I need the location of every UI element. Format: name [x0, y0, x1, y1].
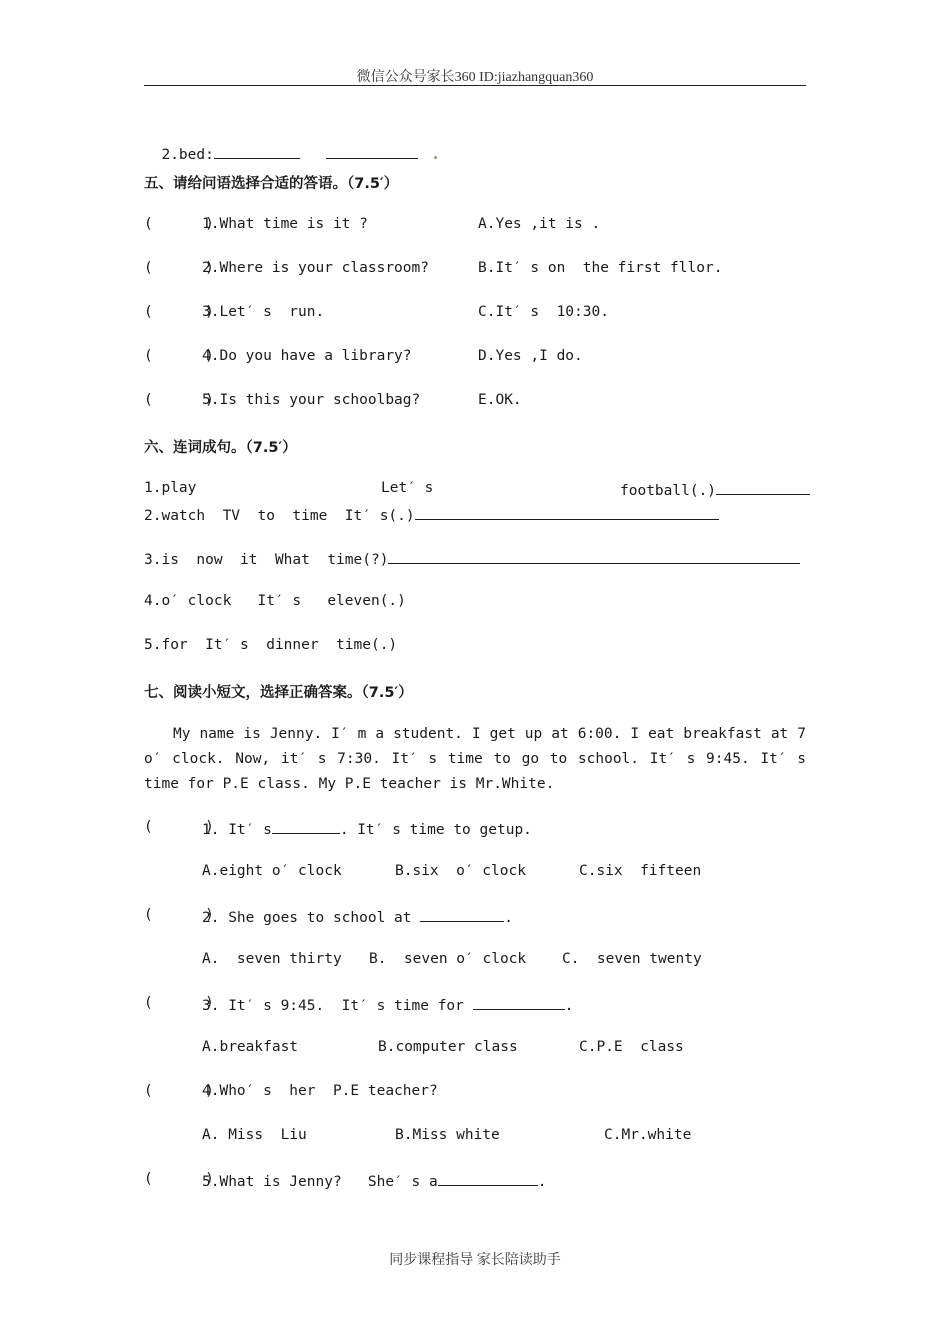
- s5-question-5: 5.Is this your schoolbag?: [202, 392, 421, 408]
- s6-item5: 5.for It′ s dinner time(.): [144, 637, 398, 653]
- s7-paren-5[interactable]: ( ): [144, 1171, 214, 1187]
- s6-item1-word2: Let′ s: [381, 480, 434, 496]
- s5-answer-e: E.OK.: [478, 392, 522, 408]
- s5-paren-5[interactable]: ( ): [144, 392, 214, 408]
- s7-q5-before: 5.What is Jenny? She′ s a: [202, 1174, 438, 1190]
- s7-question-1: [202, 819, 532, 838]
- s5-paren-3[interactable]: ( ): [144, 304, 214, 320]
- s5-paren-1[interactable]: ( ): [144, 216, 214, 232]
- s7-q3-option-a: A.breakfast: [202, 1039, 299, 1055]
- s7-q1-option-a: A.eight o′ clock: [202, 863, 342, 879]
- s7-q2-before: 2. She goes to school at: [202, 910, 421, 926]
- page-footer: 同步课程指导 家长陪读助手: [389, 1253, 561, 1268]
- header-rule: [144, 85, 806, 86]
- s6-item3-blank[interactable]: [388, 549, 800, 564]
- bed-label: 2.bed:: [161, 147, 214, 163]
- bed-blank-2[interactable]: [326, 144, 418, 159]
- s5-question-2: 2.Where is your classroom?: [202, 260, 429, 276]
- s5-question-3: 3.Let′ s run.: [202, 304, 325, 320]
- s6-item1-blank[interactable]: [716, 480, 810, 495]
- s7-q1-option-c: C.six fifteen: [579, 863, 702, 879]
- s7-q3-after: .: [564, 998, 574, 1014]
- page-header: 微信公众号家长360 ID:jiazhangquan360: [356, 70, 594, 85]
- s7-question-3: [202, 995, 573, 1014]
- s6-item2-blank[interactable]: [415, 505, 719, 520]
- s5-answer-b: B.It′ s on the first fllor.: [478, 260, 723, 276]
- s7-q4-option-a: A. Miss Liu: [202, 1127, 307, 1143]
- s7-paren-4[interactable]: ( ): [144, 1083, 214, 1099]
- s7-q1-after: . It′ s time to getup.: [339, 822, 532, 838]
- s6-item1-word3: [620, 480, 810, 499]
- s5-paren-4[interactable]: ( ): [144, 348, 214, 364]
- s7-paren-2[interactable]: ( ): [144, 907, 214, 923]
- s7-q1-before: 1. It′ s: [202, 822, 272, 838]
- stray-dot: [434, 156, 437, 159]
- s6-item1-word3-text: football(.): [620, 483, 717, 499]
- s7-question-5: [202, 1171, 546, 1190]
- s7-q2-blank[interactable]: [420, 907, 504, 922]
- section5-title: 五、请给问语选择合适的答语。（7.5′）: [144, 176, 399, 192]
- reading-passage: My name is Jenny. I′ m a student. I get up at 6:00. I eat breakfast at 7 o′ clock. Now, it′ s 7:30. It′ s time to go to school. It′ s 9:45. It′ s time for P.E class. My P.E teacher is Mr.White.: [144, 726, 806, 792]
- section7-title: 七、阅读小短文，选择正确答案。（7.5′）: [144, 685, 413, 701]
- s5-question-4: 4.Do you have a library?: [202, 348, 412, 364]
- s7-q3-option-b: B.computer class: [378, 1039, 518, 1055]
- s7-q2-option-b: B. seven o′ clock: [369, 951, 527, 967]
- s6-item3: [144, 549, 800, 568]
- section6-title: 六、连词成句。（7.5′）: [144, 440, 297, 456]
- s7-q5-after: .: [537, 1174, 547, 1190]
- s7-q1-blank[interactable]: [272, 819, 340, 834]
- s7-q2-option-a: A. seven thirty: [202, 951, 342, 967]
- s5-question-1: 1.What time is it ?: [202, 216, 368, 232]
- s5-paren-2[interactable]: ( ): [144, 260, 214, 276]
- s7-q4-option-b: B.Miss white: [395, 1127, 500, 1143]
- bed-blank-1[interactable]: [214, 144, 300, 159]
- s7-q3-option-c: C.P.E class: [579, 1039, 684, 1055]
- s7-q3-before: 3. It′ s 9:45. It′ s time for: [202, 998, 473, 1014]
- s7-question-4: 4.Who′ s her P.E teacher?: [202, 1083, 438, 1099]
- s6-item4: 4.o′ clock It′ s eleven(.): [144, 593, 406, 609]
- s7-paren-3[interactable]: ( ): [144, 995, 214, 1011]
- s5-answer-a: A.Yes ,it is .: [478, 216, 601, 232]
- s6-item2: [144, 505, 719, 524]
- s7-q4-option-c: C.Mr.white: [604, 1127, 692, 1143]
- s5-answer-c: C.It′ s 10:30.: [478, 304, 609, 320]
- s7-q2-after: .: [504, 910, 513, 926]
- s7-q5-blank[interactable]: [438, 1171, 538, 1186]
- s7-question-2: [202, 907, 513, 926]
- s5-answer-d: D.Yes ,I do.: [478, 348, 583, 364]
- s6-item1-word1: 1.play: [144, 480, 197, 496]
- s6-item2-text: 2.watch TV to time It′ s(.): [144, 508, 415, 524]
- s7-paren-1[interactable]: ( ): [144, 819, 214, 835]
- bed-item: [144, 128, 437, 163]
- s6-item3-text: 3.is now it What time(?): [144, 552, 389, 568]
- s7-q1-option-b: B.six o′ clock: [395, 863, 526, 879]
- s7-q2-option-c: C. seven twenty: [562, 951, 702, 967]
- s7-q3-blank[interactable]: [473, 995, 565, 1010]
